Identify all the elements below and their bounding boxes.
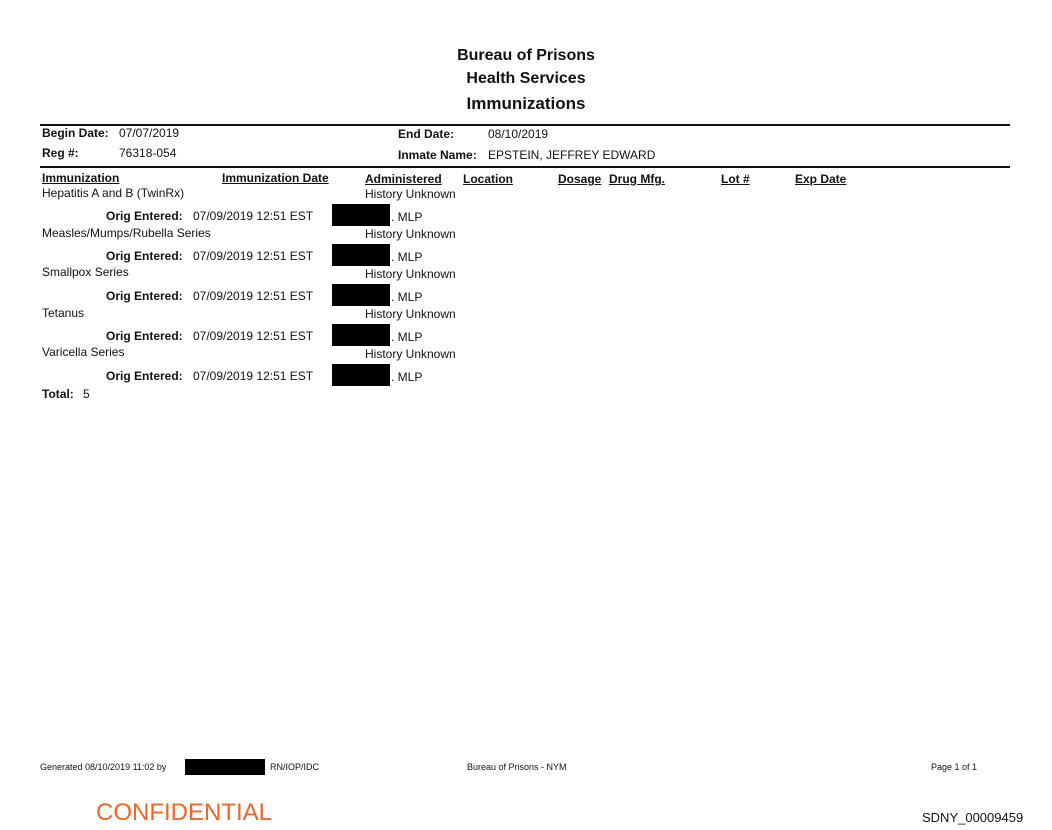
header-rule-bottom: [40, 166, 1010, 168]
generated-prefix: Generated 08/10/2019 11:02 by: [40, 762, 167, 772]
total-label: Total:: [42, 387, 74, 401]
immunization-name: Smallpox Series: [42, 265, 129, 279]
orig-entered-value: 07/09/2019 12:51 EST: [193, 249, 314, 263]
col-administered: Administered: [365, 172, 442, 186]
footer-center-text: Bureau of Prisons - NYM: [467, 762, 567, 772]
entered-by-suffix: . MLP: [391, 250, 423, 264]
inmate-name-label: Inmate Name:: [398, 148, 477, 162]
generated-suffix: RN/IOP/IDC: [270, 762, 320, 772]
redaction-block: [332, 284, 390, 306]
orig-entered-label: Orig Entered:: [106, 289, 183, 303]
inmate-name-value: EPSTEIN, JEFFREY EDWARD: [488, 148, 656, 162]
bates-number: SDNY_00009459: [922, 810, 1024, 825]
administered-value: History Unknown: [365, 347, 456, 361]
immunization-name: Measles/Mumps/Rubella Series: [42, 226, 211, 240]
administered-value: History Unknown: [365, 267, 456, 281]
orig-entered-label: Orig Entered:: [106, 249, 183, 263]
orig-entered-value: 07/09/2019 12:51 EST: [193, 289, 314, 303]
redaction-block: [185, 759, 265, 775]
administered-value: History Unknown: [365, 307, 456, 321]
reg-value: 76318-054: [119, 146, 177, 160]
redaction-block: [332, 244, 390, 266]
report-title-line2: Health Services: [466, 70, 586, 87]
orig-entered-label: Orig Entered:: [106, 369, 183, 383]
begin-date-label: Begin Date:: [42, 126, 109, 140]
col-location: Location: [463, 172, 513, 186]
page-number: Page 1 of 1: [931, 762, 978, 772]
total-value: 5: [83, 387, 90, 401]
header-rule-top: [40, 124, 1010, 126]
immunization-name: Tetanus: [42, 306, 85, 320]
end-date-label: End Date:: [398, 127, 455, 141]
redaction-block: [332, 204, 390, 226]
redaction-block: [332, 324, 390, 346]
confidential-stamp: CONFIDENTIAL: [96, 799, 273, 826]
orig-entered-value: 07/09/2019 12:51 EST: [193, 329, 314, 343]
orig-entered-label: Orig Entered:: [106, 209, 183, 223]
col-exp-date: Exp Date: [795, 172, 847, 186]
immunization-name: Hepatitis A and B (TwinRx): [42, 186, 185, 200]
col-immunization-date: Immunization Date: [222, 171, 329, 185]
report-title-line1: Bureau of Prisons: [457, 47, 595, 64]
reg-label: Reg #:: [42, 146, 79, 160]
report-title-line3: Immunizations: [466, 94, 586, 113]
administered-value: History Unknown: [365, 187, 456, 201]
immunization-name: Varicella Series: [42, 345, 125, 359]
orig-entered-value: 07/09/2019 12:51 EST: [193, 209, 314, 223]
col-dosage: Dosage: [558, 172, 602, 186]
end-date-value: 08/10/2019: [488, 127, 549, 141]
begin-date-value: 07/07/2019: [119, 126, 180, 140]
orig-entered-value: 07/09/2019 12:51 EST: [193, 369, 314, 383]
administered-value: History Unknown: [365, 227, 456, 241]
col-lot: Lot #: [721, 172, 750, 186]
entered-by-suffix: . MLP: [391, 290, 423, 304]
entered-by-suffix: . MLP: [391, 370, 423, 384]
redaction-block: [332, 364, 390, 386]
col-drug-mfg: Drug Mfg.: [609, 172, 665, 186]
col-immunization: Immunization: [42, 171, 120, 185]
entered-by-suffix: . MLP: [391, 210, 423, 224]
entered-by-suffix: . MLP: [391, 330, 423, 344]
orig-entered-label: Orig Entered:: [106, 329, 183, 343]
